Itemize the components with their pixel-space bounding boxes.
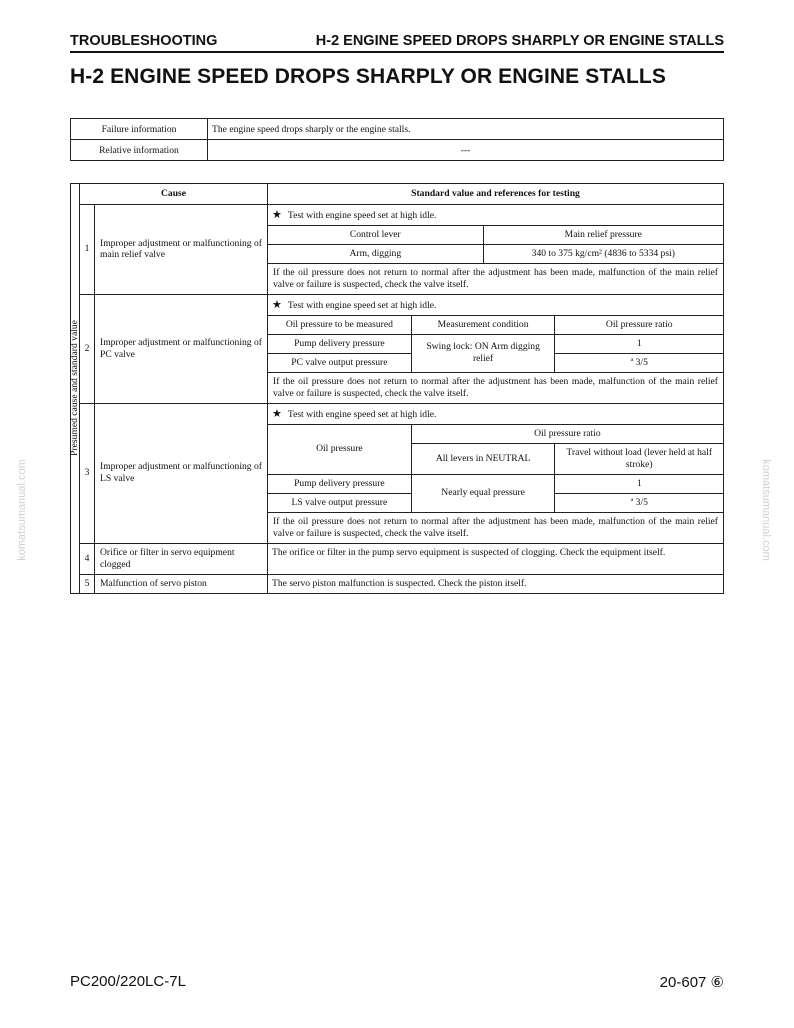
cause-row-5	[71, 574, 724, 593]
footer-model: PC200/220LC-7L	[70, 973, 186, 990]
test-condition-text: Test with engine speed set at high idle.	[287, 408, 437, 420]
spec-value: 1	[555, 334, 724, 353]
spec-value: PC valve output pressure	[268, 353, 412, 372]
spec-header: Oil pressure ratio	[555, 315, 724, 334]
spec-header: Oil pressure	[268, 424, 412, 474]
test-condition	[268, 205, 724, 226]
cause-text: Malfunction of servo piston	[95, 574, 268, 593]
measurement-condition: Swing lock: ON Arm digging relief	[411, 334, 555, 372]
note-text: If the oil pressure does not return to normal after the adjustment has been made, malfunction of the main relief valve or failure is suspected, check the valve itself.	[268, 372, 724, 403]
spec-value: 1	[555, 474, 724, 493]
cause-text: Orifice or filter in servo equipment clogged	[95, 543, 268, 574]
watermark-right: komatsumanual.com	[760, 459, 772, 561]
failure-info-table	[70, 118, 724, 161]
failure-info-value: The engine speed drops sharply or the engine stalls.	[208, 119, 724, 140]
cause-row-4	[71, 543, 724, 574]
spec-header: Oil pressure ratio	[411, 424, 723, 443]
cause-detail: The servo piston malfunction is suspected. Check the piston itself.	[268, 574, 724, 593]
cause-number: 5	[80, 574, 95, 593]
cause-row-1	[71, 205, 724, 226]
test-condition	[268, 403, 724, 424]
spec-header: Measurement condition	[411, 315, 555, 334]
cause-text: Improper adjustment or malfunctioning of PC valve	[95, 294, 268, 403]
spec-value: LS valve output pressure	[268, 493, 412, 512]
header-section-label: TROUBLESHOOTING	[70, 33, 218, 49]
star-icon: ★	[272, 406, 282, 420]
spec-header: Main relief pressure	[483, 226, 723, 245]
spec-value: 340 to 375 kg/cm² (4836 to 5334 psi)	[483, 245, 723, 264]
note-text: If the oil pressure does not return to normal after the adjustment has been made, malfunction of the main relief valve or failure is suspected, check the valve itself.	[268, 264, 724, 295]
cause-text: Improper adjustment or malfunctioning of LS valve	[95, 403, 268, 543]
test-condition-text: Test with engine speed set at high idle.	[287, 299, 437, 311]
spec-value: ª 3/5	[555, 493, 724, 512]
failure-info-label: Failure information	[71, 119, 208, 140]
cause-column-header: Cause	[80, 184, 268, 205]
standard-column-header: Standard value and references for testing	[268, 184, 724, 205]
cause-table	[70, 183, 724, 594]
cause-number: 1	[80, 205, 95, 295]
cause-table-header	[71, 184, 724, 205]
cause-number: 3	[80, 403, 95, 543]
footer-page-number: 20-607 ⑥	[659, 974, 724, 991]
test-condition	[268, 294, 724, 315]
note-text: If the oil pressure does not return to normal after the adjustment has been made, malfunction of the main relief valve or failure is suspected, check the valve itself.	[268, 512, 724, 543]
side-label-cell	[71, 184, 80, 594]
spec-value: Pump delivery pressure	[268, 334, 412, 353]
spec-header: Oil pressure to be measured	[268, 315, 412, 334]
page-title: H-2 ENGINE SPEED DROPS SHARPLY OR ENGINE STALLS	[70, 65, 666, 88]
spec-header: Travel without load (lever held at half stroke)	[555, 443, 724, 474]
star-icon: ★	[272, 208, 282, 221]
spec-value: Pump delivery pressure	[268, 474, 412, 493]
page-header	[70, 33, 724, 53]
relative-info-row	[71, 140, 724, 161]
failure-info-row	[71, 119, 724, 140]
star-icon: ★	[272, 297, 282, 311]
header-topic-label: H-2 ENGINE SPEED DROPS SHARPLY OR ENGINE STALLS	[315, 33, 724, 49]
test-condition-text: Test with engine speed set at high idle.	[287, 210, 437, 221]
relative-info-value: ---	[208, 140, 724, 161]
cause-row-3	[71, 403, 724, 424]
spec-header: Control lever	[268, 226, 484, 245]
side-label: Presumed cause and standard value	[69, 320, 81, 457]
cause-detail: The orifice or filter in the pump servo equipment is suspected of clogging. Check the equipment itself.	[268, 543, 724, 574]
spec-value: Nearly equal pressure	[411, 474, 555, 512]
watermark-left: komatsumanual.com	[16, 459, 28, 561]
spec-header: All levers in NEUTRAL	[411, 443, 555, 474]
cause-text: Improper adjustment or malfunctioning of main relief valve	[95, 205, 268, 295]
relative-info-label: Relative information	[71, 140, 208, 161]
cause-number: 4	[80, 543, 95, 574]
cause-row-2	[71, 294, 724, 315]
cause-number: 2	[80, 294, 95, 403]
spec-value: Arm, digging	[268, 245, 484, 264]
spec-value: ª 3/5	[555, 353, 724, 372]
